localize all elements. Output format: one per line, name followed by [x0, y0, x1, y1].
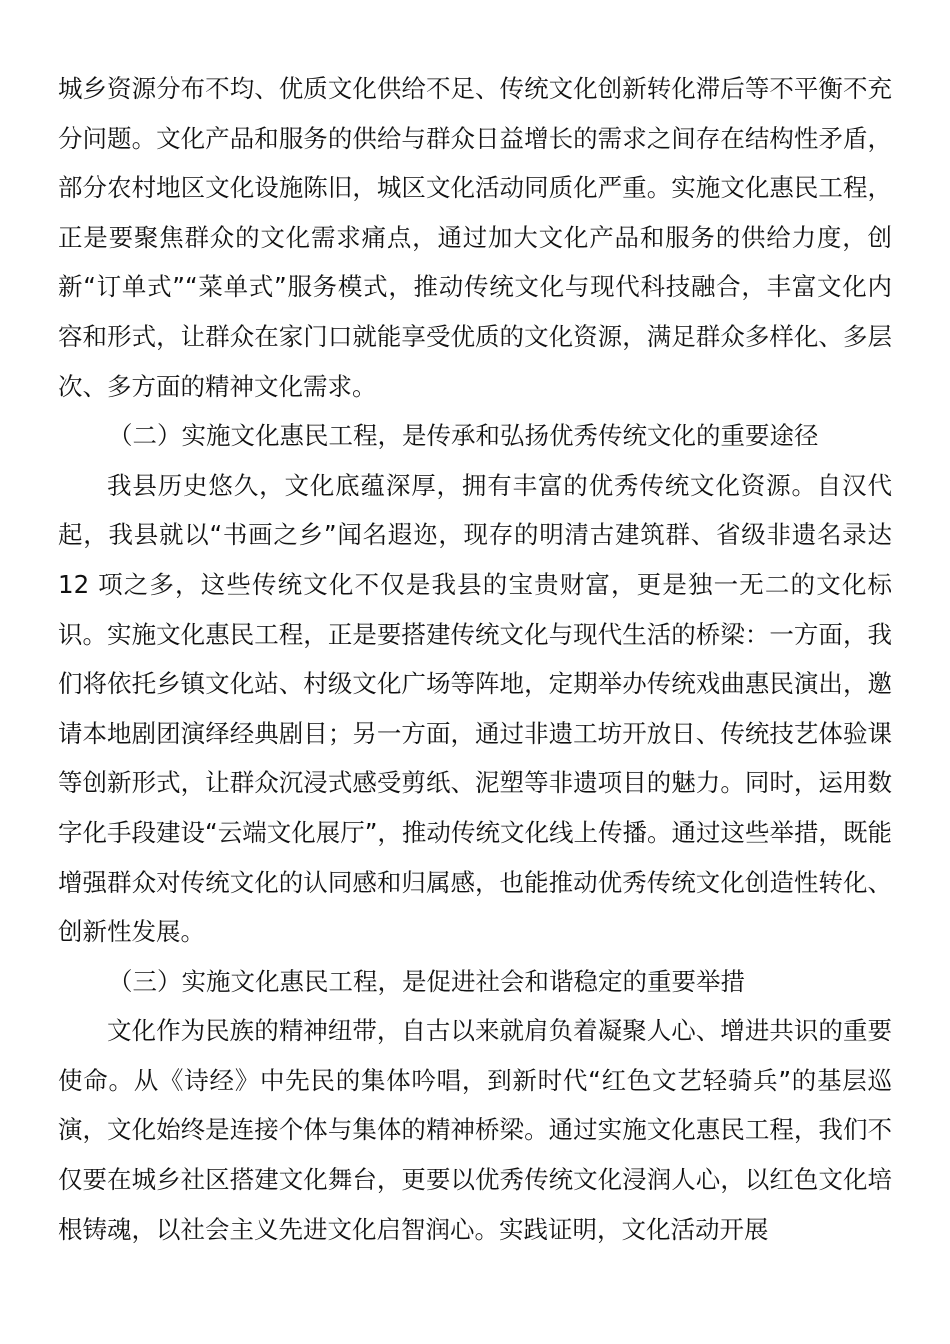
section-heading-2: （二）实施文化惠民工程，是传承和弘扬优秀传统文化的重要途径	[108, 421, 819, 451]
paragraph-1: 城乡资源分布不均、优质文化供给不足、传统文化创新转化滞后等不平衡不充分问题。文化产品和服务的供给与群众日益增长的需求之间存在结构性矛盾，部分农村地区文化设施陈旧，城区文化活动同质化严重。实施文化惠民工程，正是要聚焦群众的文化需求痛点，通过加大文化产品和服务的供给力度，创新“订单式”“菜单式”服务模式，推动传统文化与现代科技融合，丰富文化内容和形式，让群众在家门口就能享受优质的文化资源，满足群众多样化、多层次、多方面的精神文化需求。	[58, 74, 892, 401]
document-page	[58, 64, 892, 1254]
section-heading-3: （三）实施文化惠民工程，是促进社会和谐稳定的重要举措	[108, 966, 745, 996]
paragraph-2: 我县历史悠久，文化底蕴深厚，拥有丰富的优秀传统文化资源。自汉代起，我县就以“书画之乡”闻名遐迩，现存的明清古建筑群、省级非遗名录达 12 项之多，这些传统文化不仅是我县的宝贵财富，更是独一无二的文化标识。实施文化惠民工程，正是要搭建传统文化与现代生活的桥梁：一方面，我们将依托乡镇文化站、村级文化广场等阵地，定期举办传统戏曲惠民演出，邀请本地剧团演绎经典剧目；另一方面，通过非遗工坊开放日、传统技艺体验课等创新形式，让群众沉浸式感受剪纸、泥塑等非遗项目的魅力。同时，运用数字化手段建设“云端文化展厅”，推动传统文化线上传播。通过这些举措，既能增强群众对传统文化的认同感和归属感，也能推动优秀传统文化创造性转化、创新性发展。	[58, 470, 892, 947]
paragraph-3: 文化作为民族的精神纽带，自古以来就肩负着凝聚人心、增进共识的重要使命。从《诗经》中先民的集体吟唱，到新时代“红色文艺轻骑兵”的基层巡演，文化始终是连接个体与集体的精神桥梁。通过实施文化惠民工程，我们不仅要在城乡社区搭建文化舞台，更要以优秀传统文化浸润人心，以红色文化培根铸魂，以社会主义先进文化启智润心。实践证明，文化活动开展	[58, 1016, 892, 1244]
